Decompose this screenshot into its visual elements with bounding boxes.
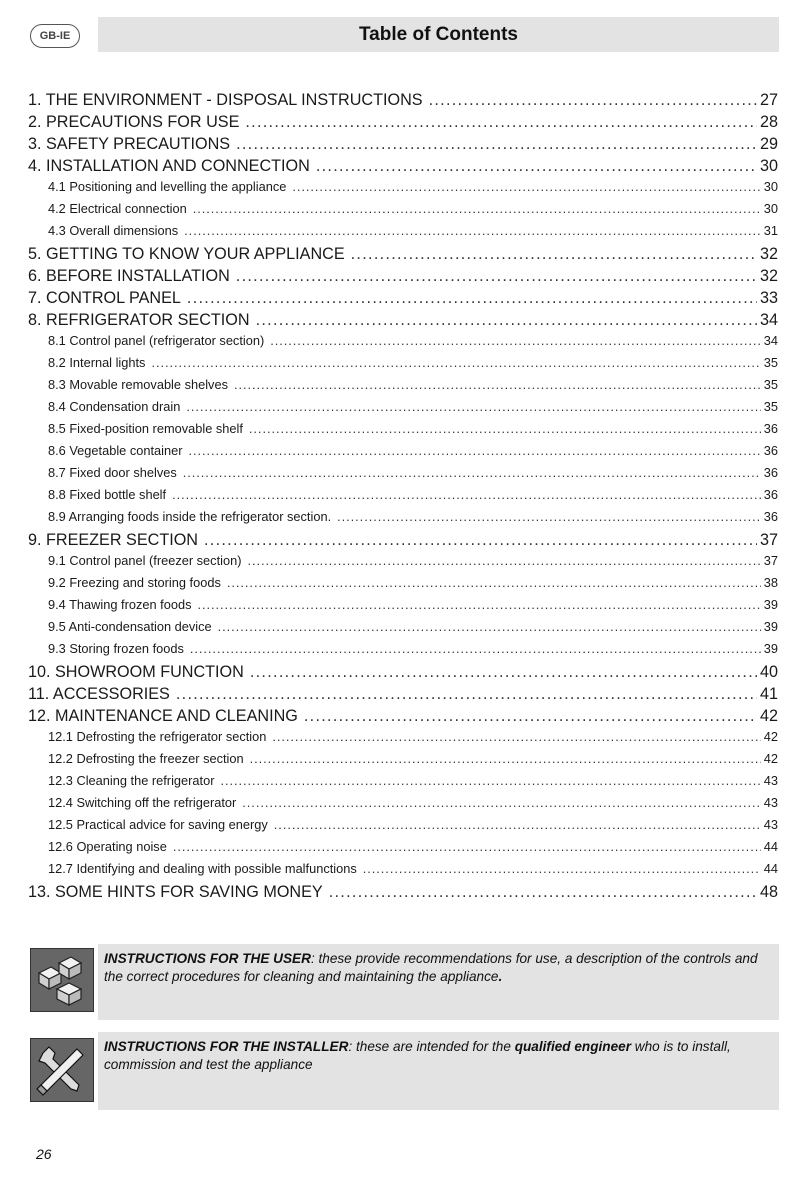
toc-label: 8.3 Movable removable shelves (48, 377, 228, 392)
toc-leader (186, 399, 760, 414)
toc-page: 44 (763, 861, 778, 876)
toc-label: 12.2 Defrosting the freezer section (48, 751, 244, 766)
toc-chapter (28, 663, 778, 685)
toc-chapter (28, 245, 778, 267)
toc-subsection (28, 443, 778, 465)
toc-subsection (28, 333, 778, 355)
toc-label: 7. CONTROL PANEL (28, 289, 181, 307)
toc-leader (247, 553, 760, 568)
toc-chapter (28, 267, 778, 289)
toc-label: 9.2 Freezing and storing foods (48, 575, 221, 590)
toc-label: 9.5 Anti-condensation device (48, 619, 212, 634)
toc-label: 10. SHOWROOM FUNCTION (28, 663, 244, 681)
toc-subsection (28, 861, 778, 883)
toc-label: 9. FREEZER SECTION (28, 531, 198, 549)
toc-label: 8.1 Control panel (refrigerator section) (48, 333, 265, 348)
toc-label: 9.4 Thawing frozen foods (48, 597, 192, 612)
toc-subsection (28, 817, 778, 839)
toc-page: 30 (763, 179, 778, 194)
toc-chapter (28, 289, 778, 311)
toc-leader (204, 531, 757, 550)
toc-label: 4.2 Electrical connection (48, 201, 187, 216)
toc-page: 44 (763, 839, 778, 854)
toc-label: 8.5 Fixed-position removable shelf (48, 421, 243, 436)
toc-page: 31 (763, 223, 778, 238)
toc-page: 42 (763, 729, 778, 744)
toc-subsection (28, 575, 778, 597)
user-instructions-heading: INSTRUCTIONS FOR THE USER (104, 951, 311, 966)
page-number: 26 (36, 1146, 52, 1162)
toc-page: 40 (759, 663, 778, 681)
toc-label: 12. MAINTENANCE AND CLEANING (28, 707, 298, 725)
toc-label: 12.7 Identifying and dealing with possible malfunctions (48, 861, 357, 876)
toc-subsection (28, 553, 778, 575)
toc-page: 38 (763, 575, 778, 590)
toc-leader (351, 245, 757, 264)
toc-leader (176, 685, 757, 704)
toc-leader (218, 619, 761, 634)
toc-label: 8. REFRIGERATOR SECTION (28, 311, 250, 329)
toc-page: 37 (763, 553, 778, 568)
toc-page: 34 (763, 333, 778, 348)
toc-page: 42 (759, 707, 778, 725)
toc-label: 8.8 Fixed bottle shelf (48, 487, 167, 502)
toc-subsection (28, 751, 778, 773)
toc-page: 32 (759, 267, 778, 285)
toc-subsection (28, 597, 778, 619)
toc-subsection (28, 377, 778, 399)
language-badge: GB-IE (30, 24, 80, 48)
tools-icon (30, 1038, 94, 1102)
toc-chapter (28, 311, 778, 333)
toc-leader (337, 509, 761, 524)
toc-subsection (28, 399, 778, 421)
user-instructions-note: INSTRUCTIONS FOR THE USER: these provide recommendations for use, a description of the controls and the correct procedures for cleaning and maintaining the appliance. (98, 944, 779, 1020)
toc-subsection (28, 355, 778, 377)
toc-chapter (28, 91, 778, 113)
toc-label: 8.9 Arranging foods inside the refrigerator section. (48, 509, 332, 524)
toc-page: 41 (759, 685, 778, 703)
toc-page: 32 (759, 245, 778, 263)
installer-instructions-heading: INSTRUCTIONS FOR THE INSTALLER (104, 1039, 349, 1054)
toc-page: 36 (763, 421, 778, 436)
toc-label: 3. SAFETY PRECAUTIONS (28, 135, 231, 153)
toc-subsection (28, 201, 778, 223)
toc-chapter (28, 135, 778, 157)
toc-page: 35 (763, 399, 778, 414)
table-of-contents (28, 91, 778, 905)
toc-label: 12.5 Practical advice for saving energy (48, 817, 268, 832)
toc-label: 8.7 Fixed door shelves (48, 465, 177, 480)
installer-instructions-note: INSTRUCTIONS FOR THE INSTALLER: these are intended for the qualified engineer who is to install, commission and test the appliance (98, 1032, 779, 1110)
toc-label: 1. THE ENVIRONMENT - DISPOSAL INSTRUCTIONS (28, 91, 423, 109)
toc-subsection (28, 729, 778, 751)
toc-label: 4. INSTALLATION AND CONNECTION (28, 157, 310, 175)
user-instructions-text: : these provide recommendations for use, a description of the controls and the correct procedures for cleaning and maintaining the appliance (104, 951, 758, 984)
toc-label: 5. GETTING TO KNOW YOUR APPLIANCE (28, 245, 345, 263)
toc-page: 33 (759, 289, 778, 307)
toc-page: 42 (763, 751, 778, 766)
toc-leader (236, 135, 757, 154)
toc-subsection (28, 795, 778, 817)
toc-page: 43 (763, 795, 778, 810)
toc-chapter (28, 685, 778, 707)
toc-leader (304, 707, 757, 726)
toc-page: 39 (763, 641, 778, 656)
toc-page: 36 (763, 443, 778, 458)
toc-page: 29 (759, 135, 778, 153)
toc-label: 11. ACCESSORIES (28, 685, 170, 703)
toc-page: 35 (763, 377, 778, 392)
toc-subsection (28, 179, 778, 201)
toc-chapter (28, 707, 778, 729)
toc-subsection (28, 465, 778, 487)
toc-label: 12.6 Operating noise (48, 839, 167, 854)
page-title: Table of Contents (98, 17, 779, 52)
toc-page: 28 (759, 113, 778, 131)
toc-leader (151, 355, 760, 370)
toc-leader (316, 157, 757, 176)
toc-page: 30 (759, 157, 778, 175)
toc-leader (429, 91, 757, 110)
toc-chapter (28, 531, 778, 553)
toc-subsection (28, 509, 778, 531)
toc-page: 30 (763, 201, 778, 216)
toc-label: 13. SOME HINTS FOR SAVING MONEY (28, 883, 323, 901)
toc-page: 48 (759, 883, 778, 901)
toc-leader (236, 267, 757, 286)
toc-label: 2. PRECAUTIONS FOR USE (28, 113, 240, 131)
toc-subsection (28, 839, 778, 861)
toc-page: 36 (763, 487, 778, 502)
toc-label: 4.3 Overall dimensions (48, 223, 179, 238)
ice-cubes-icon (30, 948, 94, 1012)
toc-subsection (28, 641, 778, 663)
toc-label: 9.1 Control panel (freezer section) (48, 553, 242, 568)
toc-leader (190, 641, 761, 656)
toc-page: 34 (759, 311, 778, 329)
toc-page: 39 (763, 619, 778, 634)
toc-label: 9.3 Storing frozen foods (48, 641, 184, 656)
toc-leader (270, 333, 761, 348)
toc-page: 36 (763, 509, 778, 524)
toc-page: 43 (763, 773, 778, 788)
toc-page: 35 (763, 355, 778, 370)
toc-subsection (28, 487, 778, 509)
toc-leader (363, 861, 761, 876)
toc-leader (183, 465, 761, 480)
toc-label: 6. BEFORE INSTALLATION (28, 267, 230, 285)
toc-leader (249, 421, 761, 436)
toc-label: 12.4 Switching off the refrigerator (48, 795, 237, 810)
toc-leader (242, 795, 760, 810)
toc-leader (197, 597, 760, 612)
toc-leader (256, 311, 757, 330)
toc-leader (188, 443, 760, 458)
toc-leader (227, 575, 761, 590)
toc-leader (220, 773, 760, 788)
toc-subsection (28, 619, 778, 641)
toc-leader (272, 729, 760, 744)
toc-leader (187, 289, 757, 308)
toc-leader (250, 663, 757, 682)
toc-page: 43 (763, 817, 778, 832)
toc-label: 8.6 Vegetable container (48, 443, 183, 458)
toc-label: 8.2 Internal lights (48, 355, 146, 370)
toc-page: 39 (763, 597, 778, 612)
toc-leader (292, 179, 760, 194)
toc-leader (184, 223, 761, 238)
toc-chapter (28, 883, 778, 905)
toc-subsection (28, 421, 778, 443)
toc-leader (234, 377, 761, 392)
toc-subsection (28, 223, 778, 245)
toc-chapter (28, 157, 778, 179)
toc-chapter (28, 113, 778, 135)
toc-leader (245, 113, 757, 132)
toc-leader (193, 201, 761, 216)
toc-leader (173, 839, 761, 854)
toc-subsection (28, 773, 778, 795)
toc-page: 37 (759, 531, 778, 549)
toc-label: 12.1 Defrosting the refrigerator section (48, 729, 267, 744)
toc-page: 36 (763, 465, 778, 480)
toc-label: 12.3 Cleaning the refrigerator (48, 773, 215, 788)
toc-leader (274, 817, 761, 832)
toc-label: 4.1 Positioning and levelling the appliance (48, 179, 287, 194)
toc-label: 8.4 Condensation drain (48, 399, 181, 414)
toc-leader (250, 751, 761, 766)
toc-leader (172, 487, 761, 502)
toc-page: 27 (759, 91, 778, 109)
toc-leader (329, 883, 757, 902)
